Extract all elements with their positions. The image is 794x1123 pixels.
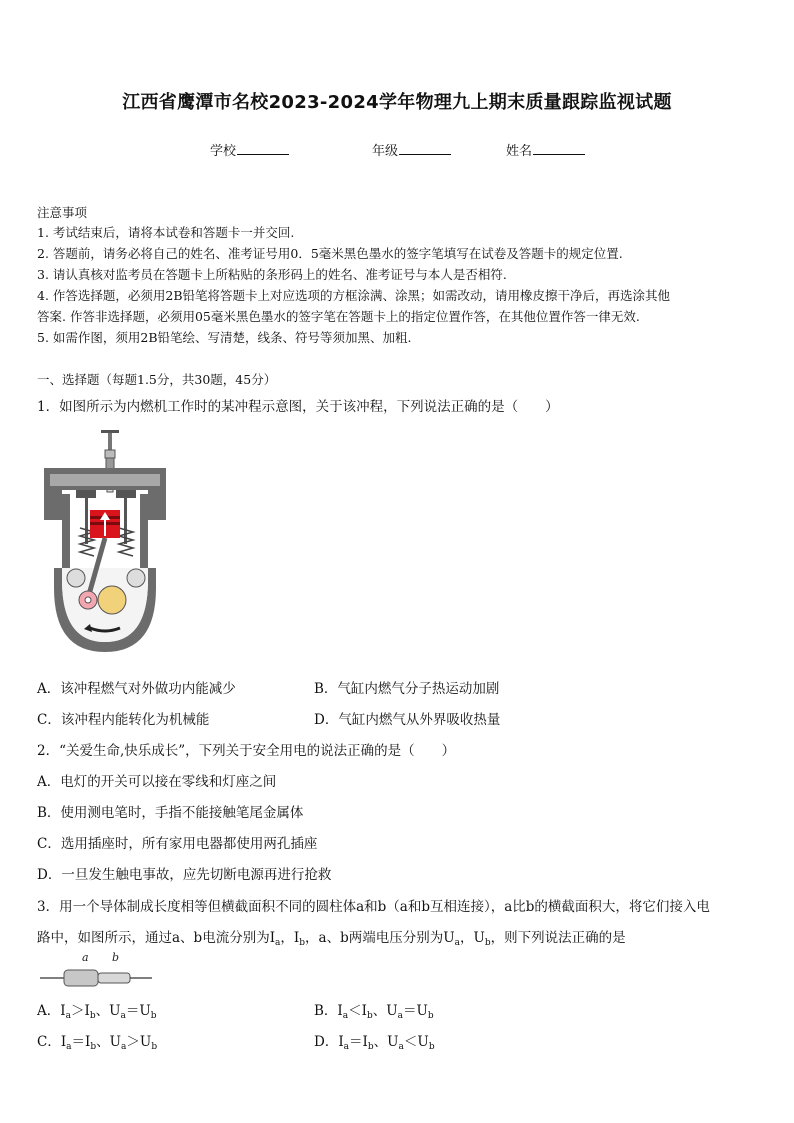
opt-text: ＜I: [348, 1003, 367, 1019]
school-label: 学校: [210, 144, 237, 159]
question-3-option-c[interactable]: [37, 1030, 157, 1050]
subscript: a: [454, 938, 460, 948]
opt-text: B．I: [314, 1003, 343, 1019]
label-b: b: [112, 951, 120, 964]
opt-text: 、U: [96, 1034, 122, 1050]
opt-text: 、U: [373, 1034, 399, 1050]
question-3-stem-line-1: 3．用一个导体制成长度相等但横截面积不同的圆柱体a和b（a和b互相连接），a比b的横截面积大，将它们接入电: [37, 899, 710, 915]
question-3-option-a[interactable]: [37, 999, 157, 1019]
subscript: a: [66, 1042, 72, 1052]
opt-text: C．I: [37, 1034, 67, 1050]
page-title: 江西省鹰潭市名校2023-2024学年物理九上期末质量跟踪监视试题: [122, 92, 672, 113]
grade-field[interactable]: [372, 140, 451, 159]
subscript: b: [90, 1042, 97, 1052]
question-1-option-b[interactable]: B．气缸内燃气分子热运动加剧: [314, 681, 500, 697]
note-item: 答案. 作答非选择题，必须用05毫米黑色墨水的签字笔在答题卡上的指定位置作答，在其他位置作答一律无效.: [37, 309, 640, 324]
opt-text: ＞I: [70, 1003, 90, 1019]
question-3-stem-line-2: [37, 926, 626, 946]
subscript: a: [398, 1042, 404, 1052]
subscript: b: [366, 1011, 373, 1021]
subscript: a: [121, 1042, 127, 1052]
note-item: 1. 考试结束后，请将本试卷和答题卡一并交回.: [37, 225, 295, 240]
subscript: a: [342, 1011, 349, 1021]
subscript: a: [343, 1042, 350, 1052]
opt-text: ＝I: [349, 1034, 368, 1050]
question-2-option-c[interactable]: C．选用插座时，所有家用电器都使用两孔插座: [37, 836, 318, 852]
subscript: b: [299, 938, 306, 948]
question-3-option-d[interactable]: [314, 1030, 435, 1050]
opt-text: D．I: [314, 1034, 344, 1050]
subscript: b: [150, 1011, 157, 1021]
subscript: b: [427, 1011, 434, 1021]
engine-diagram: [40, 428, 170, 656]
opt-text: ＜U: [403, 1034, 429, 1050]
stem-text: ，I: [280, 930, 300, 946]
opt-text: ＝I: [71, 1034, 91, 1050]
school-blank[interactable]: [237, 142, 289, 155]
subscript: a: [397, 1011, 404, 1021]
opt-text: ＞U: [126, 1034, 152, 1050]
stem-text: ，a、b两端电压分别为U: [305, 930, 455, 946]
question-1-option-a[interactable]: A．该冲程燃气对外做功内能减少: [37, 681, 236, 697]
question-1-option-d[interactable]: D．气缸内燃气从外界吸收热量: [314, 712, 501, 728]
subscript: a: [120, 1011, 126, 1021]
question-2-option-b[interactable]: B．使用测电笔时，手指不能接触笔尾金属体: [37, 805, 304, 821]
notes-heading: 注意事项: [37, 205, 88, 220]
opt-text: ＝U: [125, 1003, 151, 1019]
conductor-diagram: [40, 950, 152, 990]
school-field[interactable]: [210, 140, 289, 159]
question-2-option-a[interactable]: A．电灯的开关可以接在零线和灯座之间: [37, 774, 277, 790]
question-1-stem: 1．如图所示为内燃机工作时的某冲程示意图，关于该冲程，下列说法正确的是（ ）: [37, 399, 559, 415]
opt-text: ＝U: [403, 1003, 428, 1019]
subscript: b: [367, 1042, 374, 1052]
subscript: b: [151, 1042, 158, 1052]
name-label: 姓名: [506, 144, 533, 159]
question-1-option-c[interactable]: C．该冲程内能转化为机械能: [37, 712, 210, 728]
opt-text: A．I: [37, 1003, 66, 1019]
note-item: 2. 答题前，请务必将自己的姓名、准考证号用0．5毫米黑色墨水的签字笔填写在试卷及答题卡的规定位置.: [37, 246, 623, 261]
question-2-option-d[interactable]: D．一旦发生触电事故，应先切断电源再进行抢救: [37, 867, 332, 883]
name-blank[interactable]: [533, 142, 585, 155]
subscript: b: [484, 938, 491, 948]
name-field[interactable]: [506, 140, 585, 159]
note-item: 5. 如需作图，须用2B铅笔绘、写清楚，线条、符号等须加黑、加粗.: [37, 330, 412, 345]
stem-text: ，则下列说法正确的是: [490, 930, 626, 946]
stem-text: 路中，如图所示，通过a、b电流分别为I: [37, 930, 276, 946]
question-3-option-b[interactable]: [314, 999, 434, 1019]
subscript: a: [275, 938, 281, 948]
grade-blank[interactable]: [399, 142, 451, 155]
subscript: a: [65, 1011, 71, 1021]
opt-text: 、U: [95, 1003, 121, 1019]
subscript: b: [89, 1011, 96, 1021]
opt-text: 、U: [372, 1003, 398, 1019]
note-item: 4. 作答选择题，必须用2B铅笔将答题卡上对应选项的方框涂满、涂黑；如需改动，请用橡皮擦干净后，再选涂其他: [37, 288, 671, 303]
section-heading: 一、选择题（每题1.5分，共30题，45分）: [37, 372, 277, 387]
label-a: a: [82, 951, 89, 964]
grade-label: 年级: [372, 144, 399, 159]
note-item: 3. 请认真核对监考员在答题卡上所粘贴的条形码上的姓名、准考证号与本人是否相符.: [37, 267, 507, 282]
question-2-stem: 2．“关爱生命,快乐成长”，下列关于安全用电的说法正确的是（ ）: [37, 743, 456, 759]
subscript: b: [428, 1042, 435, 1052]
stem-text: ，U: [459, 930, 485, 946]
